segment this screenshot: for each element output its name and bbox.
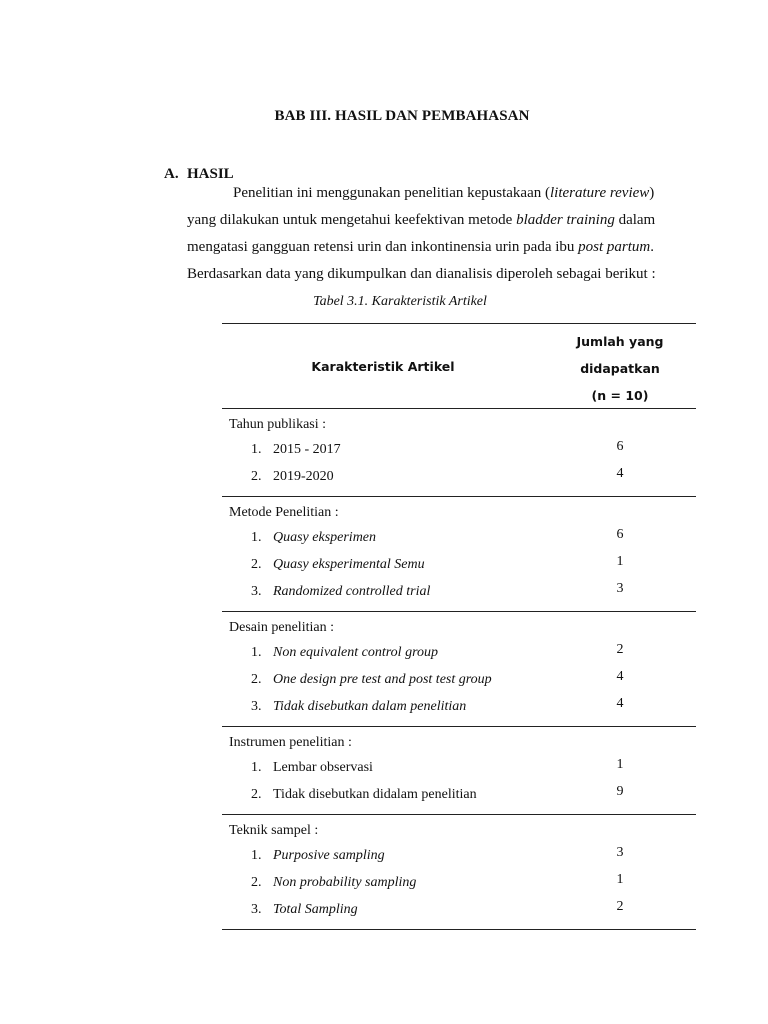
italic-term: literature review xyxy=(550,185,650,201)
row-number: 3. xyxy=(251,902,262,917)
characteristics-table xyxy=(222,323,696,930)
group-label: Metode Penelitian : xyxy=(229,505,339,520)
header-count xyxy=(544,328,696,409)
text-run: Penelitian ini menggunakan penelitian kepustakaan ( xyxy=(233,185,550,201)
row-label: Lembar observasi xyxy=(273,760,373,775)
row-label: Quasy eksperimental Semu xyxy=(273,557,425,572)
row-label: Total Sampling xyxy=(273,902,358,917)
chapter-title: BAB III. HASIL DAN PEMBAHASAN xyxy=(274,108,530,124)
header-count-line: (n = 10) xyxy=(591,388,649,403)
text-run: Berdasarkan data yang dikumpulkan dan dianalisis diperoleh sebagai berikut : xyxy=(187,266,656,282)
row-count: 2 xyxy=(616,899,624,914)
table-row xyxy=(222,551,696,578)
table-group xyxy=(222,612,696,727)
italic-term: post partum xyxy=(578,239,651,255)
text-run: dalam xyxy=(614,212,656,228)
row-count: 3 xyxy=(616,845,624,860)
row-count: 3 xyxy=(616,581,624,596)
row-number: 1. xyxy=(251,645,262,660)
text-run: mengatasi gangguan retensi urin dan inkontinensia urin pada ibu xyxy=(187,239,579,255)
row-label: Randomized controlled trial xyxy=(273,584,431,599)
text-run: yang dilakukan untuk mengetahui keefektivan metode xyxy=(187,212,517,228)
row-count: 6 xyxy=(616,439,624,454)
group-label: Desain penelitian : xyxy=(229,620,334,635)
row-label: Tidak disebutkan didalam penelitian xyxy=(273,787,477,802)
table-header xyxy=(222,323,696,409)
table-row xyxy=(222,896,696,923)
header-count-line: Jumlah yang xyxy=(576,334,664,349)
row-label: Non equivalent control group xyxy=(273,645,438,660)
row-count: 4 xyxy=(616,696,624,711)
table-row xyxy=(222,869,696,896)
row-count: 9 xyxy=(616,784,624,799)
row-number: 1. xyxy=(251,848,262,863)
row-count: 6 xyxy=(616,527,624,542)
header-characteristic: Karakteristik Artikel xyxy=(311,358,455,374)
row-count: 4 xyxy=(616,669,624,684)
group-label: Instrumen penelitian : xyxy=(229,735,352,750)
table-caption: Tabel 3.1. Karakteristik Artikel xyxy=(313,294,487,309)
table-row xyxy=(222,842,696,869)
table-row xyxy=(222,524,696,551)
table-row xyxy=(222,436,696,463)
row-label: Quasy eksperimen xyxy=(273,530,377,545)
table-row xyxy=(222,463,696,490)
table-group xyxy=(222,815,696,930)
row-label: 2015 - 2017 xyxy=(273,442,341,457)
paragraph-line xyxy=(187,261,697,288)
table-row xyxy=(222,693,696,720)
row-number: 1. xyxy=(251,760,262,775)
section-title: HASIL xyxy=(187,166,234,182)
row-number: 1. xyxy=(251,530,262,545)
table-row xyxy=(222,578,696,605)
table-row xyxy=(222,754,696,781)
intro-paragraph xyxy=(187,180,697,288)
row-label: Tidak disebutkan dalam penelitian xyxy=(273,699,467,714)
row-number: 2. xyxy=(251,787,262,802)
table-row xyxy=(222,781,696,808)
row-count: 1 xyxy=(616,872,624,887)
row-label: 2019-2020 xyxy=(273,469,334,484)
row-number: 3. xyxy=(251,584,262,599)
table-row xyxy=(222,639,696,666)
italic-term: bladder training xyxy=(516,212,615,228)
row-number: 3. xyxy=(251,699,262,714)
table-row xyxy=(222,666,696,693)
text-run: . xyxy=(650,239,654,255)
paragraph-line xyxy=(187,207,697,234)
row-count: 1 xyxy=(616,757,624,772)
table-group xyxy=(222,497,696,612)
row-label: Purposive sampling xyxy=(273,848,385,863)
row-number: 2. xyxy=(251,557,262,572)
row-count: 2 xyxy=(616,642,624,657)
table-group xyxy=(222,409,696,497)
section-letter: A. xyxy=(164,166,179,182)
text-run: ) xyxy=(649,185,655,201)
group-label: Tahun publikasi : xyxy=(229,417,327,432)
row-number: 2. xyxy=(251,875,262,890)
row-label: Non probability sampling xyxy=(273,875,417,890)
table-body xyxy=(222,409,696,930)
paragraph-line xyxy=(187,180,697,207)
paragraph-line xyxy=(187,234,697,261)
row-number: 1. xyxy=(251,442,262,457)
row-count: 1 xyxy=(616,554,624,569)
table-group xyxy=(222,727,696,815)
row-count: 4 xyxy=(616,466,624,481)
header-count-line: didapatkan xyxy=(580,361,660,376)
row-number: 2. xyxy=(251,672,262,687)
group-label: Teknik sampel : xyxy=(229,823,319,838)
row-label: One design pre test and post test group xyxy=(273,672,492,687)
row-number: 2. xyxy=(251,469,262,484)
